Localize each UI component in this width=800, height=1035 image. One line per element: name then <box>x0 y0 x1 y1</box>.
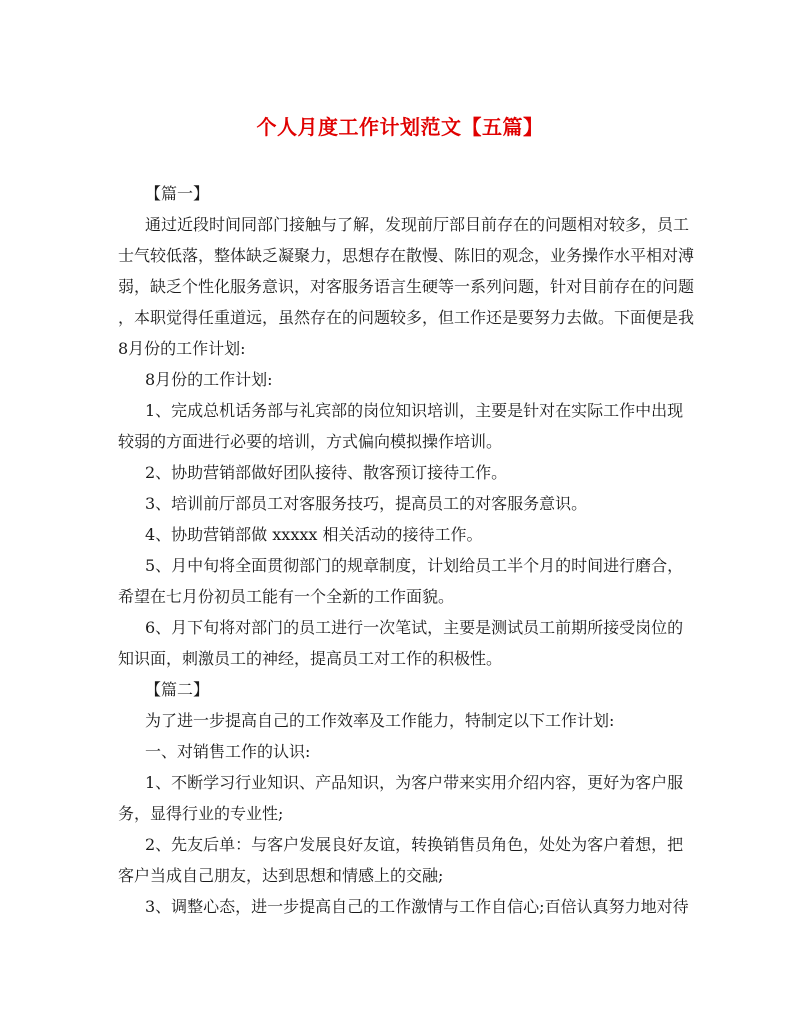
paragraph-line: 为了进一步提高自己的工作效率及工作能力，特制定以下工作计划: <box>145 711 615 730</box>
paragraph-line: 8月份的工作计划: <box>145 370 273 389</box>
list-item: 2、协助营销部做好团队接待、散客预订接待工作。 <box>145 463 508 482</box>
paragraph-line: 务，显得行业的专业性; <box>118 804 284 823</box>
list-item: 1、不断学习行业知识、产品知识，为客户带来实用介绍内容，更好为客户服 <box>145 773 684 792</box>
paragraph-line: 弱，缺乏个性化服务意识，对客服务语言生硬等一系列问题，针对目前存在的问题 <box>118 277 695 296</box>
section-heading-1: 【篇一】 <box>145 184 210 203</box>
paragraph-line: ，本职觉得任重道远，虽然存在的问题较多，但工作还是要努力去做。下面便是我 <box>118 308 695 327</box>
list-item: 4、协助营销部做 xxxxx 相关活动的接待工作。 <box>145 525 483 544</box>
list-item: 3、调整心态，进一步提高自己的工作激情与工作自信心;百倍认真努力地对待 <box>145 897 689 916</box>
list-item: 2、先友后单：与客户发展良好友谊，转换销售员角色，处处为客户着想，把 <box>145 835 684 854</box>
list-item: 3、培训前厅部员工对客服务技巧，提高员工的对客服务意识。 <box>145 494 588 513</box>
paragraph-line: 通过近段时间同部门接触与了解，发现前厅部目前存在的问题相对较多，员工 <box>145 215 690 234</box>
paragraph-line: 士气较低落，整体缺乏凝聚力，思想存在散慢、陈旧的观念，业务操作水平相对溥 <box>118 246 695 265</box>
paragraph-line: 希望在七月份初员工能有一个全新的工作面貌。 <box>118 587 455 606</box>
section-heading-2: 【篇二】 <box>145 680 210 699</box>
paragraph-line: 8月份的工作计划: <box>118 339 246 358</box>
paragraph-line: 较弱的方面进行必要的培训，方式偏向模拟操作培训。 <box>118 432 503 451</box>
paragraph-line: 客户当成自己朋友，达到思想和情感上的交融; <box>118 866 444 885</box>
list-item: 5、月中旬将全面贯彻部门的规章制度，计划给员工半个月的时间进行磨合， <box>145 556 684 575</box>
list-item: 6、月下旬将对部门的员工进行一次笔试，主要是测试员工前期所接受岗位的 <box>145 618 684 637</box>
list-item: 1、完成总机话务部与礼宾部的岗位知识培训，主要是针对在实际工作中出现 <box>145 401 684 420</box>
paragraph-line: 知识面，刺激员工的神经，提高员工对工作的积极性。 <box>118 649 503 668</box>
document-title: 个人月度工作计划范文【五篇】 <box>256 115 544 139</box>
subheading: 一、对销售工作的认识: <box>145 742 311 761</box>
